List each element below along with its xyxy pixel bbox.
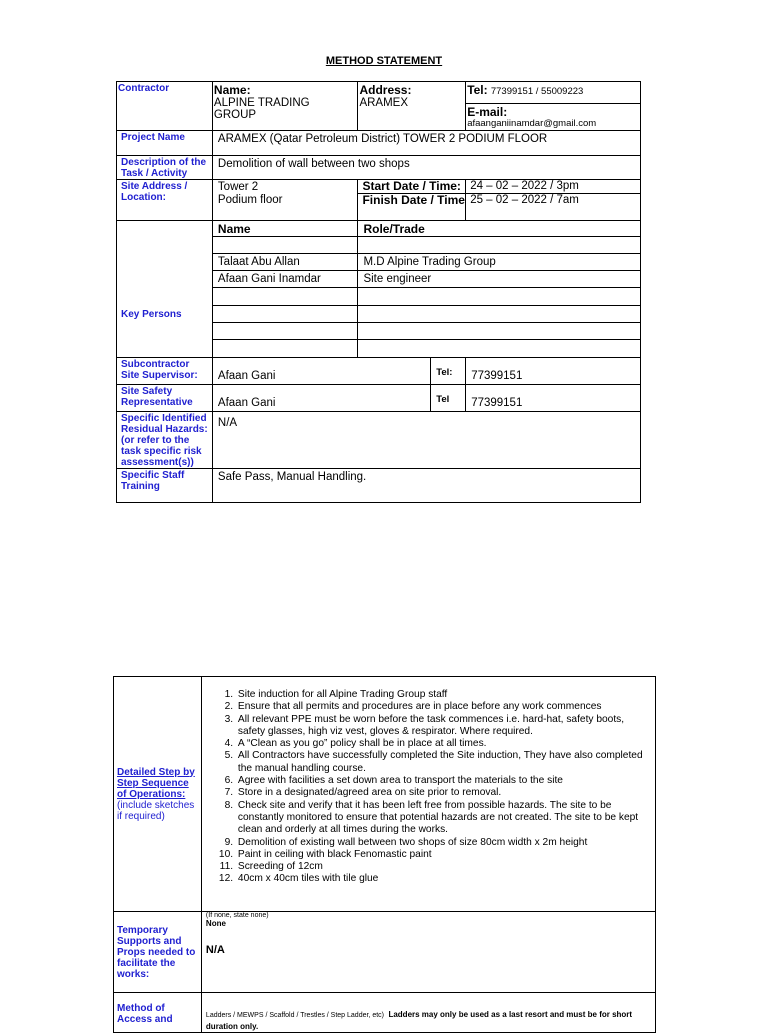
residual-hazards-value: N/A xyxy=(212,412,640,469)
contractor-label: Contractor xyxy=(117,82,213,131)
key-person-name xyxy=(212,288,358,306)
document-title: METHOD STATEMENT xyxy=(325,55,443,67)
site-address-line1: Tower 2 xyxy=(217,181,259,193)
operation-step: 3. All relevant PPE must be worn before the task commences i.e. hard-hat, safety boots, safety glasses, high viz vest, gloves & respirator. Where required. xyxy=(236,714,647,739)
contractor-tel-label: Tel: xyxy=(467,83,488,97)
task-description-value: Demolition of wall between two shops xyxy=(212,156,640,180)
contractor-email-value: afaanganiinamdar@gmail.com xyxy=(467,118,597,129)
operations-steps-cell xyxy=(201,677,655,912)
operations-steps-list xyxy=(202,689,647,886)
safety-rep-tel-label: Tel xyxy=(431,385,466,412)
finish-date-value: 25 – 02 – 2022 / 7am xyxy=(470,194,579,206)
operation-step: 5. All Contractors have successfully completed the Site induction, They have also completed the manual handling course. xyxy=(236,750,647,775)
key-person-role: Site engineer xyxy=(358,271,641,288)
access-method-label: Method of Access and xyxy=(114,993,202,1033)
temp-supports-none: None xyxy=(205,919,226,928)
contractor-tel-cell xyxy=(466,82,641,104)
operations-sublabel: (include sketches if required) xyxy=(117,799,195,822)
contractor-address-value: ARAMEX xyxy=(359,96,409,109)
contractor-name-label: Name: xyxy=(213,83,251,97)
site-address-label: Site Address / Location: xyxy=(117,180,213,221)
key-persons-label: Key Persons xyxy=(117,221,213,358)
key-persons-name-header: Name xyxy=(212,221,358,237)
task-description-label: Description of the Task / Activity xyxy=(117,156,213,180)
operation-step: 9. Demolition of existing wall between two shops of size 80cm width x 2m height xyxy=(236,837,647,849)
safety-rep-name: Afaan Gani xyxy=(212,385,430,412)
staff-training-value: Safe Pass, Manual Handling. xyxy=(212,469,640,503)
key-person-name: Afaan Gani Inamdar xyxy=(212,271,358,288)
operation-step: 11. Screeding of 12cm xyxy=(236,861,647,873)
subcontractor-tel-value: 77399151 xyxy=(466,358,641,385)
project-name-label: Project Name xyxy=(117,131,213,156)
finish-date-label: Finish Date / Time xyxy=(362,193,465,207)
temp-supports-value: N/A xyxy=(205,944,225,956)
operations-label: Detailed Step by Step Sequence of Operations: xyxy=(117,766,195,800)
key-person-role: M.D Alpine Trading Group xyxy=(358,254,641,271)
access-method-cell xyxy=(201,993,655,1033)
operations-table xyxy=(113,676,656,1033)
key-person-name: Talaat Abu Allan xyxy=(212,254,358,271)
operation-step: 8. Check site and verify that it has been left free from possible hazards. The site to be constantly monitored to ensure that potential hazards are not created. The site to be kept clean and orderly at all times during the works. xyxy=(236,800,647,837)
safety-rep-label: Site Safety Representative xyxy=(117,385,213,412)
operation-step: 6. Agree with facilities a set down area to transport the materials to the site xyxy=(236,775,647,787)
contractor-email-cell xyxy=(466,104,641,131)
contractor-tel-value: 77399151 / 55009223 xyxy=(490,86,584,97)
temp-supports-cell xyxy=(201,912,655,993)
subcontractor-supervisor-label: Subcontractor Site Supervisor: xyxy=(117,358,213,385)
contractor-address-cell xyxy=(358,82,466,131)
safety-rep-tel-value: 77399151 xyxy=(466,385,641,412)
method-statement-table xyxy=(116,81,641,503)
site-address-line2: Podium floor xyxy=(217,194,283,206)
key-person-name xyxy=(212,340,358,358)
site-address-cell xyxy=(212,180,358,221)
start-date-label: Start Date / Time: xyxy=(358,180,465,194)
operations-label-cell xyxy=(114,677,202,912)
contractor-address-label: Address: xyxy=(359,83,412,97)
access-method-note: Ladders / MEWPS / Scaffold / Trestles / Step Ladder, etc) xyxy=(205,1012,384,1019)
operation-step: 10. Paint in ceiling with black Fenomastic paint xyxy=(236,849,647,861)
key-persons-role-header: Role/Trade xyxy=(358,221,641,237)
site-dates-value-cell xyxy=(466,180,641,221)
subcontractor-tel-label: Tel: xyxy=(431,358,466,385)
contractor-name-cell xyxy=(212,82,358,131)
project-name-value: ARAMEX (Qatar Petroleum District) TOWER 2 PODIUM FLOOR xyxy=(212,131,640,156)
key-person-role xyxy=(358,323,641,340)
operation-step: 4. A “Clean as you go” policy shall be in place at all times. xyxy=(236,738,647,750)
temp-supports-note: (If none, state none) xyxy=(205,912,269,919)
operation-step: 1. Site induction for all Alpine Trading Group staff xyxy=(236,689,647,701)
staff-training-label: Specific Staff Training xyxy=(117,469,213,503)
key-person-role xyxy=(358,237,641,254)
operation-step: 7. Store in a designated/agreed area on site prior to removal. xyxy=(236,787,647,799)
operation-step: 12. 40cm x 40cm tiles with tile glue xyxy=(236,873,647,885)
access-method-bold-note: Ladders may only be used as a last resort and must be for short duration only. xyxy=(205,1010,633,1031)
subcontractor-supervisor-name: Afaan Gani xyxy=(212,358,430,385)
key-person-role xyxy=(358,340,641,358)
key-person-name xyxy=(212,306,358,323)
start-date-value: 24 – 02 – 2022 / 3pm xyxy=(466,180,640,194)
contractor-name-value: ALPINE TRADING GROUP xyxy=(213,96,310,121)
operation-step: 2. Ensure that all permits and procedures are in place before any work commences xyxy=(236,701,647,713)
key-person-name xyxy=(212,323,358,340)
temp-supports-label: Temporary Supports and Props needed to facilitate the works: xyxy=(114,912,202,993)
residual-hazards-label: Specific Identified Residual Hazards: (or refer to the task specific risk assessment(s)) xyxy=(117,412,213,469)
site-dates-label-cell xyxy=(358,180,466,221)
key-person-name xyxy=(212,237,358,254)
contractor-email-label: E-mail: xyxy=(467,105,508,119)
key-person-role xyxy=(358,306,641,323)
key-person-role xyxy=(358,288,641,306)
